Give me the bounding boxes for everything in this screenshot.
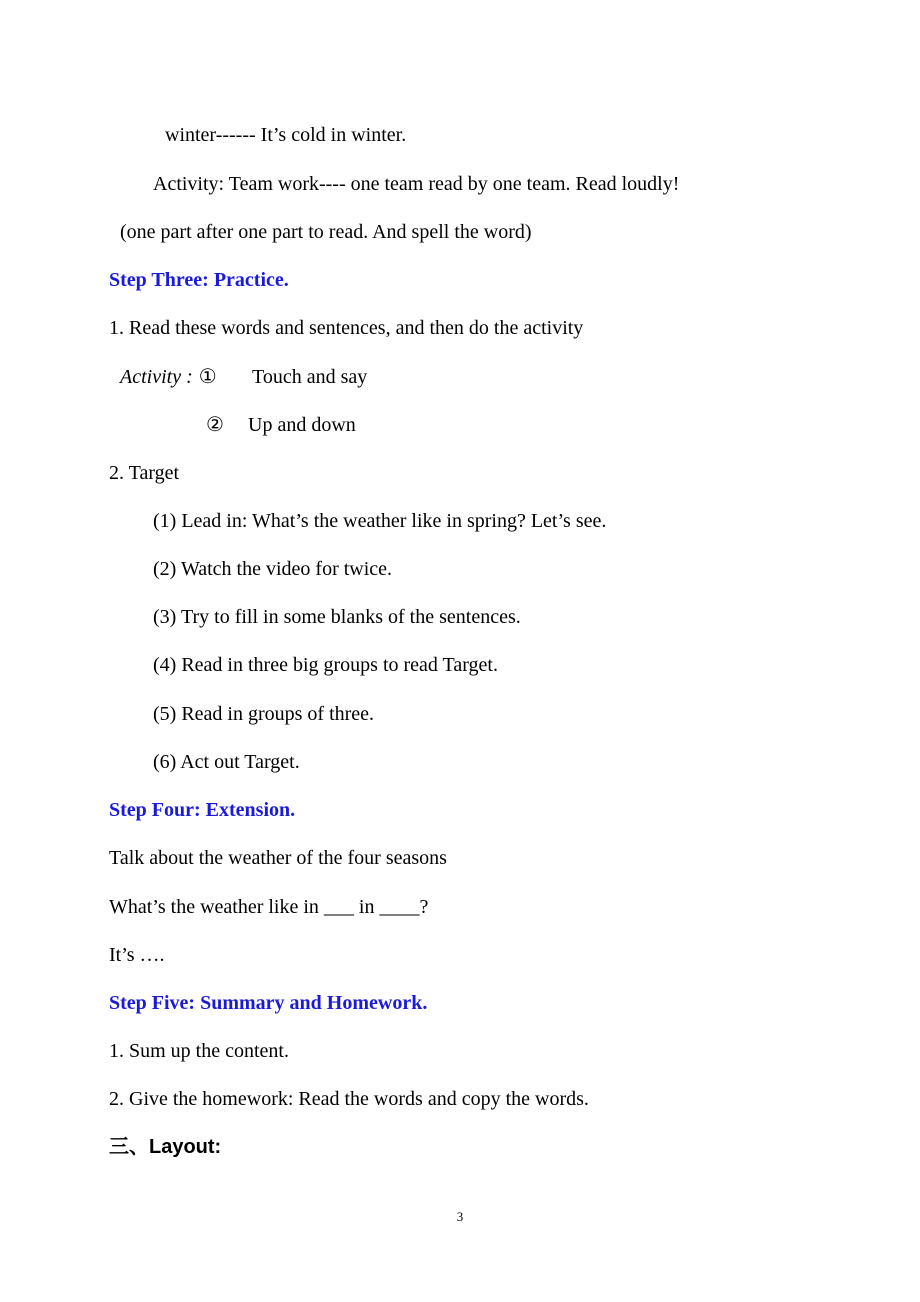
activity-line-1 [120, 365, 217, 389]
page-number: 3 [456, 1209, 464, 1224]
step-five-item-1: 1. Sum up the content. [109, 1040, 289, 1062]
winter-sentence: winter------ It’s cold in winter. [165, 124, 407, 146]
circled-two-marker: ② [206, 414, 224, 436]
section-three-prefix: 三、 [109, 1136, 149, 1158]
step-five-heading: Step Five: Summary and Homework. [109, 992, 428, 1014]
target-sub-item: (5) Read in groups of three. [153, 703, 375, 725]
step-four-line-2: What’s the weather like in ___ in ____? [109, 896, 429, 918]
target-sub-item: (4) Read in three big groups to read Target. [153, 654, 498, 676]
step-three-item-1: 1. Read these words and sentences, and then do the activity [109, 317, 584, 339]
target-sub-item: (6) Act out Target. [153, 751, 300, 773]
circled-one-marker: ① [198, 366, 217, 388]
target-sub-item: (2) Watch the video for twice. [153, 558, 393, 580]
target-sub-item: (1) Lead in: What’s the weather like in spring? Let’s see. [153, 510, 607, 532]
section-three-heading [109, 1135, 221, 1159]
step-five-item-2: 2. Give the homework: Read the words and copy the words. [109, 1088, 589, 1110]
activity-team-work: Activity: Team work---- one team read by one team. Read loudly! [153, 173, 680, 195]
step-four-line-1: Talk about the weather of the four seasons [109, 847, 447, 869]
section-three-label: Layout: [149, 1136, 222, 1158]
step-four-heading: Step Four: Extension. [109, 799, 296, 821]
activity-2-text: Up and down [248, 414, 356, 436]
activity-1-text: Touch and say [252, 366, 368, 388]
activity-label: Activity : [120, 366, 193, 388]
step-three-heading: Step Three: Practice. [109, 269, 289, 291]
step-three-item-2: 2. Target [109, 462, 180, 484]
target-sub-item: (3) Try to fill in some blanks of the sentences. [153, 606, 521, 628]
activity-note: (one part after one part to read. And spell the word) [120, 221, 532, 243]
step-four-line-3: It’s …. [109, 944, 165, 966]
